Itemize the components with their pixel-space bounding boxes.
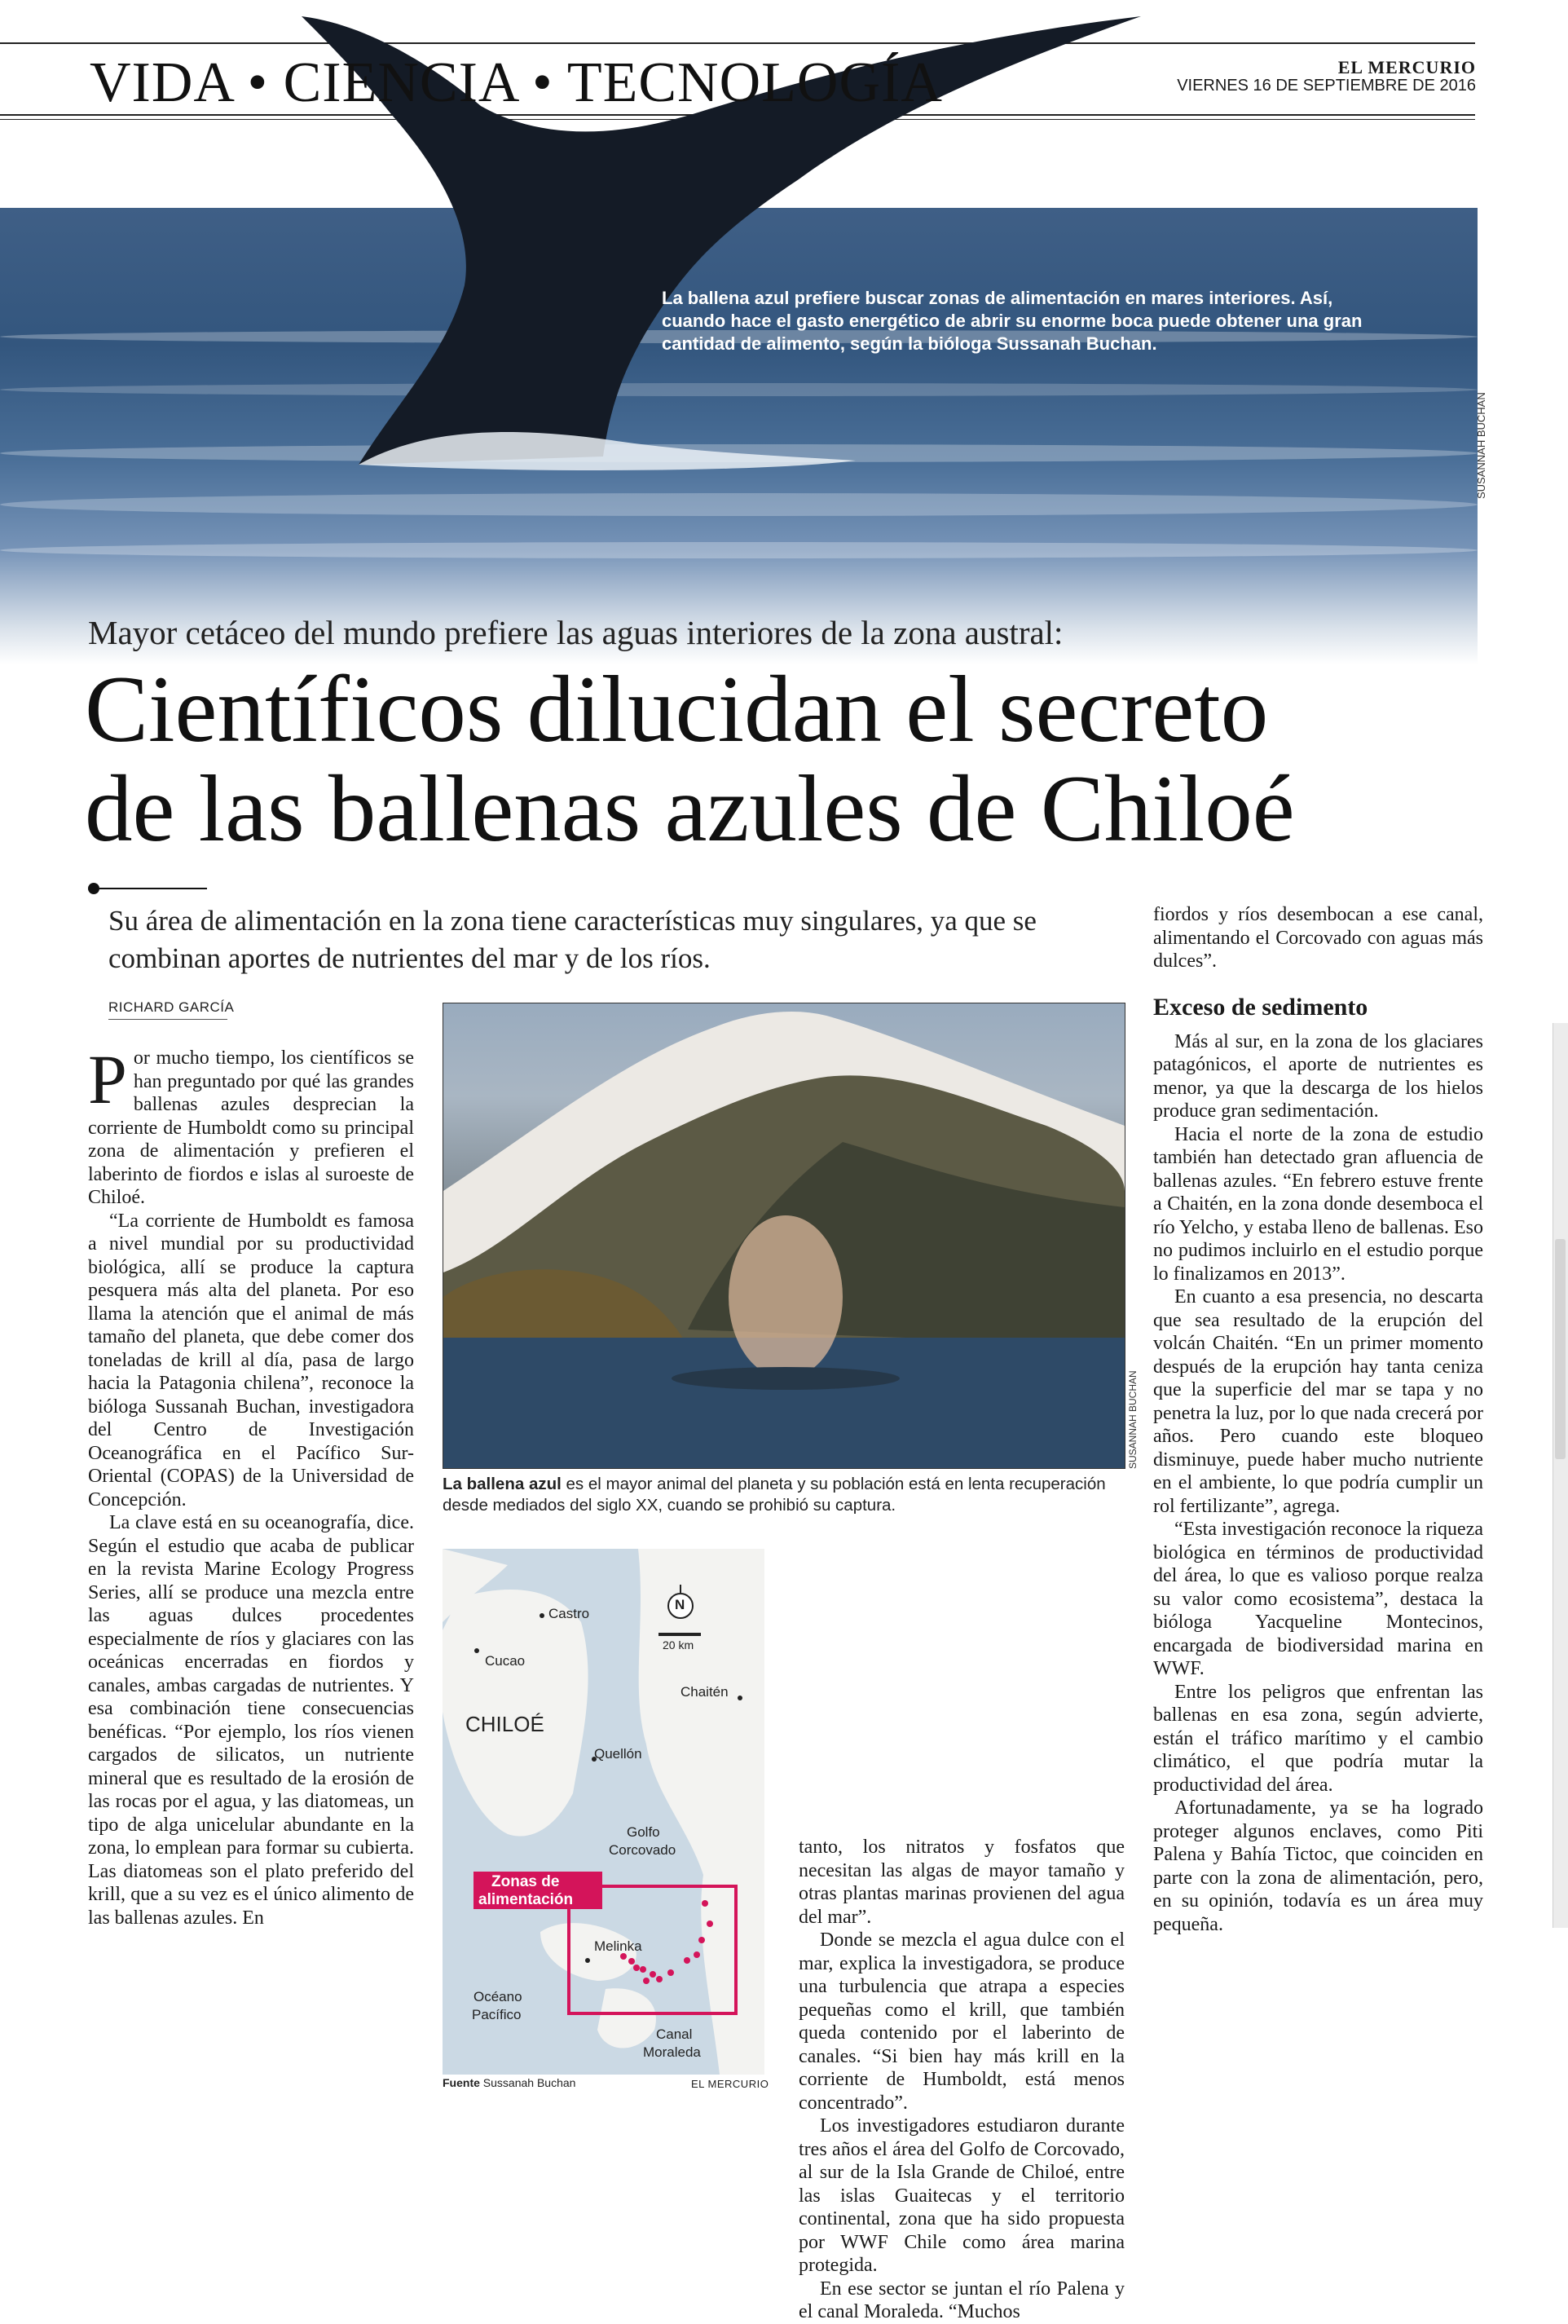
place-label-chaiten: Chaitén	[680, 1684, 729, 1700]
byline-rule	[108, 1019, 227, 1020]
scrollbar-thumb[interactable]	[1555, 1239, 1566, 1459]
subheading: Exceso de sedimento	[1153, 993, 1368, 1021]
issue-date: VIERNES 16 DE SEPTIEMBRE DE 2016	[1177, 77, 1476, 95]
paragraph: Más al sur, en la zona de los glaciares patagónicos, el aporte de nutrientes es menor, ya que la descarga de los hielos produce gran sedimentación.	[1153, 1030, 1483, 1122]
scrollbar-track[interactable]	[1553, 1023, 1568, 1928]
paragraph: Los investigadores estudiaron durante tres años el área del Golfo de Corcovado, al sur de la Isla Grande de Chiloé, entre las islas Guaitecas y el territorio continental, zona que ha sido propuesta por WWF Chile como área marina protegida.	[799, 2115, 1125, 2276]
volcano-photo	[443, 1003, 1125, 1469]
paragraph: tanto, los nitratos y fosfatos que necesitan las algas de mayor tamaño y otras plantas marinas provienen del agua del mar”.	[799, 1837, 1125, 1928]
paragraph: En cuanto a esa presencia, no descarta que sea resultado de la erupción del volcán Chaitén. “En un primer momento después de la erupción hay tanta ceniza que la superficie del mar se tapa y no penetra la luz, por lo que nada crecerá por años. Pero cuando este bloqueo disminuye, puede haber mucho nutriente en el ambiente, lo que podría cumplir un rol fertilizante”, agrega.	[1153, 1286, 1483, 1517]
wave	[0, 542, 1478, 558]
section-title: VIDA • CIENCIA • TECNOLOGÍA	[90, 51, 943, 114]
place-label-quellon: Quellón	[594, 1746, 642, 1762]
map-source-name: Sussanah Buchan	[479, 2076, 576, 2089]
map-source-label: Fuente	[443, 2076, 480, 2089]
place-label-castro: Castro	[548, 1606, 590, 1621]
photo-caption	[443, 1474, 1127, 1516]
kicker: Mayor cetáceo del mundo prefiere las aguas interiores de la zona austral:	[88, 614, 1064, 651]
headline	[85, 657, 1470, 862]
place-label-cucao: Cucao	[485, 1653, 526, 1669]
wave	[0, 493, 1478, 516]
ornament-line	[99, 888, 207, 889]
place-label-moraleda: Moraleda	[643, 2044, 701, 2060]
place-label-chiloe: CHILOÉ	[465, 1712, 544, 1736]
headline-line-2: de las ballenas azules de Chiloé	[85, 756, 1295, 862]
place-label-pacifico: Pacífico	[472, 2007, 522, 2022]
body-column-4	[1153, 903, 1483, 2094]
map-source	[443, 2076, 575, 2089]
drop-cap: P	[88, 1040, 127, 1118]
paragraph: Hacia el norte de la zona de estudio también han detectado gran afluencia de ballenas azules. “En febrero estuve frente a Chaitén, en la zona donde desemboca el río Yelcho, y estaba lleno de ballenas. Eso no pudimos incluirlo en el estudio porque lo finalizamos en 2013”.	[1153, 1123, 1483, 1285]
place-label-oceano: Océano	[473, 1989, 522, 2004]
newspaper-name: EL MERCURIO	[1337, 57, 1476, 77]
scale-label: 20 km	[663, 1638, 694, 1651]
place-label-canal: Canal	[656, 2026, 693, 2042]
north-arrow-label: N	[675, 1597, 685, 1612]
paragraph: “Esta investigación reconoce la riqueza biológica en términos de productividad del área, lo que es valioso porque realza su valor como ecosistema”, destaca la bióloga Yacqueline Montecinos, encargada de biodiversidad marina en WWF.	[1153, 1519, 1483, 1679]
photo-caption-lead: La ballena azul	[443, 1475, 562, 1493]
body-column-3	[799, 1836, 1125, 2322]
paragraph: Entre los peligros que enfrentan las ballenas en esa zona, según advierte, están el tráfico marítimo y el cambio climático, el que podría mutar la productividad del área.	[1153, 1681, 1483, 1796]
feeding-zone-label-2: alimentación	[478, 1891, 574, 1908]
paragraph: Donde se mezcla el agua dulce con el mar, explica la investigadora, se produce una turbulencia que atrapa a especies pequeñas como el krill, que también queda contenido por el laberinto de canales. “Si bien hay más krill en la corriente de Humboldt, está menos concentrado”.	[799, 1929, 1125, 2114]
paragraph	[88, 1040, 414, 1210]
map-brand: EL MERCURIO	[691, 2078, 769, 2090]
byline: RICHARD GARCÍA	[108, 999, 235, 1015]
paragraph: La clave está en su oceanografía, dice. Según el estudio que acaba de publicar en la revista Marine Ecology Progress Series, allí se produce una mezcla entre las aguas dulces procedentes especialmente de ríos y glaciares con las oceánicas encerradas en fiordos y canales, ambas cargadas de nutrientes. Y esa combinación tiene consecuencias benéficas. “Por ejemplo, los ríos vienen cargados de silicatos, un nutriente mineral que es resultado de la erosión de las rocas por el agua, y las diatomeas, un tipo de alga unicelular abundante en la zona, lo emplean para formar su cubierta. Las diatomeas son el plato preferido del krill, que a su vez es el único alimento de las ballenas azules. En	[88, 1512, 414, 1929]
hero-photo-credit: SUSANNAH BUCHAN	[1475, 392, 1487, 499]
paragraph-text: or mucho tiempo, los científicos se han preguntado por qué las grandes ballenas azules desprecian la corriente de Humboldt como su principal zona de alimentación y prefieren el laberinto de fiordos e islas al suroeste de Chiloé.	[88, 1047, 414, 1208]
volcano-photo-drawing	[443, 1003, 1125, 1468]
paragraph: “La corriente de Humboldt es famosa a nivel mundial por su productividad biológica, allí se produce la captura pesquera más alta del planeta. Por eso llama la atención que el animal de más tamaño del planeta, que debe comer dos toneladas de krill al día, pasa de largo hacia la Patagonia chilena”, reconoce la bióloga Sussanah Buchan, investigadora del Centro de Investigación Oceanográfica en el Pacífico Sur-Oriental (COPAS) de la Universidad de Concepción.	[88, 1210, 414, 1510]
feeding-zone-label-1: Zonas de	[491, 1873, 560, 1890]
body-column-1	[88, 1040, 414, 2090]
place-label-golfo: Golfo	[627, 1824, 660, 1840]
deck: Su área de alimentación en la zona tiene características muy singulares, ya que se combinan aportes de nutrientes del mar y de los ríos.	[108, 905, 1037, 974]
photo-credit: SUSANNAH BUCHAN	[1127, 1370, 1139, 1469]
photo-caption-text: es el mayor animal del planeta y su población está en lenta recuperación desde mediados del siglo XX, cuando se prohibió su captura.	[443, 1475, 1106, 1515]
paragraph: En ese sector se juntan el río Palena y el canal Moraleda. “Muchos	[799, 2278, 1125, 2322]
ornament-dot	[88, 883, 99, 894]
place-label-corcovado: Corcovado	[609, 1842, 676, 1858]
paragraph: Afortunadamente, ya se ha logrado proteger algunos enclaves, como Piti Palena y Bahía Tictoc, que coinciden en parte con la zona de alimentación, pero, en su opinión, todavía es un área muy pequeña.	[1153, 1797, 1483, 1935]
place-label-melinka: Melinka	[594, 1938, 642, 1954]
headline-line-1: Científicos dilucidan el secreto	[85, 657, 1269, 762]
paragraph: fiordos y ríos desembocan a ese canal, alimentando el Corcovado con aguas más dulces”.	[1153, 904, 1483, 972]
feeding-zone-map	[443, 1549, 764, 2075]
hero-caption: La ballena azul prefiere buscar zonas de alimentación en mares interiores. Así, cuando hace el gasto energético de abrir su enorme boca puede obtener una gran cantidad de alimento, según la bióloga Sussanah Buchan.	[662, 288, 1363, 354]
